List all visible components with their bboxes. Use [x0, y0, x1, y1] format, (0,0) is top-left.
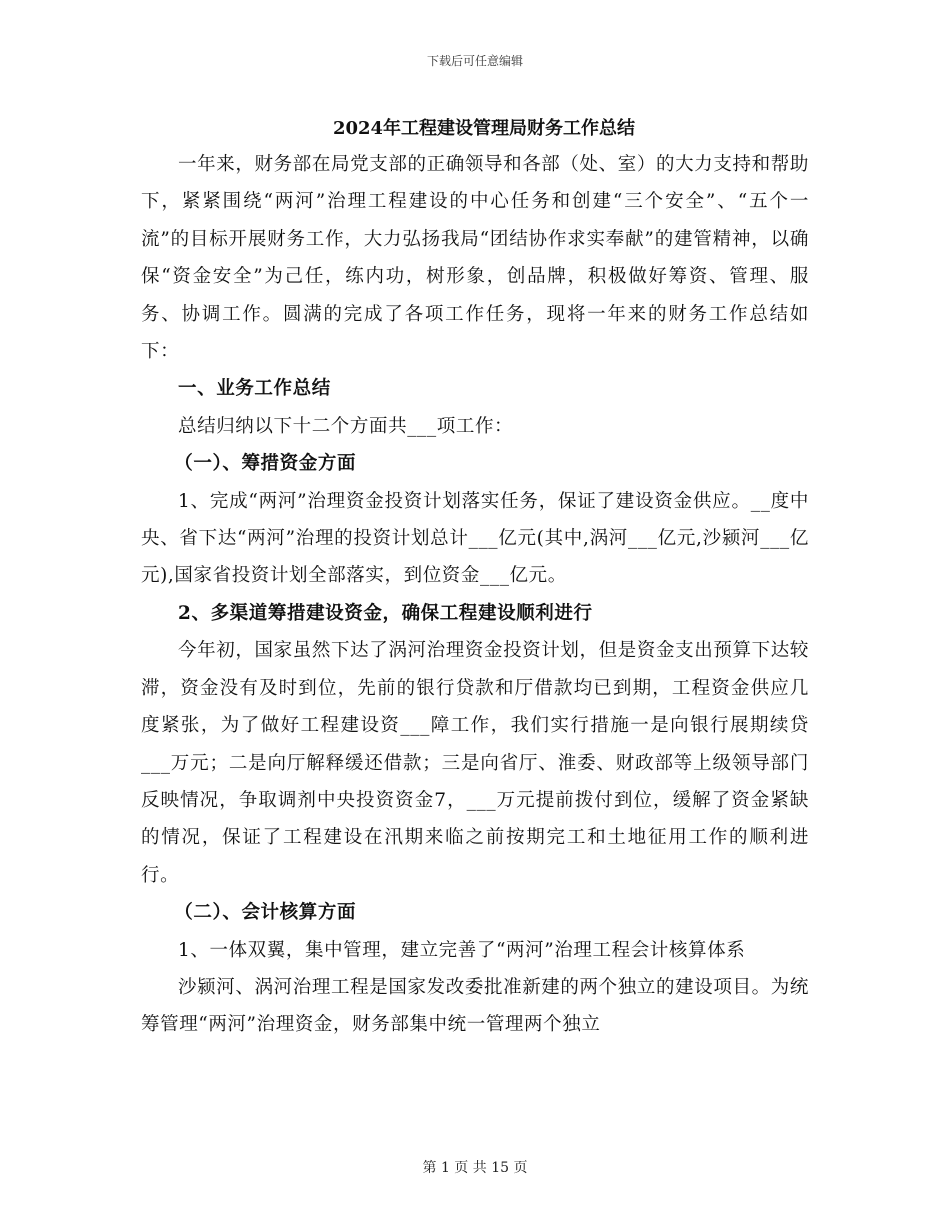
- item-heading: 2、多渠道筹措建设资金，确保工程建设顺利进行: [178, 602, 593, 624]
- page-footer: 第 1 页 共 15 页: [422, 1160, 528, 1176]
- item-paragraph: 1、一体双翼，集中管理，建立完善了“两河”治理工程会计核算体系: [178, 939, 746, 961]
- page-header: 下载后可任意编辑: [426, 54, 523, 68]
- section-heading: 一、业务工作总结: [178, 378, 331, 400]
- item-paragraph: 沙颍河、涡河治理工程是国家发改委批准新建的两个独立的建设项目。为统筹管理“两河”治理资金，财务部集中统一管理两个独立: [141, 976, 809, 1036]
- item-paragraph: 1、完成“两河”治理资金投资计划落实任务，保证了建设资金供应。__度中央、省下达“两河”治理的投资计划总计___亿元(其中,涡河___亿元,沙颍河___亿元),国家省投资计划全部落实，到位资金___亿元。: [141, 490, 809, 587]
- summary-line: 总结归纳以下十二个方面共___项工作：: [178, 415, 514, 437]
- subsection-heading-fundraising: （一）、筹措资金方面: [174, 453, 357, 475]
- item-paragraph: 今年初，国家虽然下达了涡河治理资金投资计划，但是资金支出预算下达较滞，资金没有及时到位，先前的银行贷款和厅借款均已到期，工程资金供应几度紧张，为了做好工程建设资___障工作，我们实行措施一是向银行展期续贷___万元；二是向厅解释缓还借款；三是向省厅、淮委、财政部等上级领导部门反映情况，争取调剂中央投资资金7，___万元提前拨付到位，缓解了资金紧缺的情况，保证了工程建设在汛期来临之前按期完工和土地征用工作的顺利进行。: [141, 640, 809, 886]
- document-title: 2024年工程建设管理局财务工作总结: [332, 118, 636, 139]
- document-body: [141, 112, 809, 1044]
- intro-paragraph: 一年来，财务部在局党支部的正确领导和各部（处、室）的大力支持和帮助下，紧紧围绕“两河”治理工程建设的中心任务和创建“三个安全”、“五个一流”的目标开展财务工作，大力弘扬我局“团结协作求实奉献”的建管精神，以确保“资金安全”为己任，练内功，树形象，创品牌，积极做好筹资、管理、服务、协调工作。圆满的完成了各项工作任务，现将一年来的财务工作总结如下：: [141, 154, 809, 363]
- subsection-heading-accounting: （二）、会计核算方面: [174, 902, 357, 924]
